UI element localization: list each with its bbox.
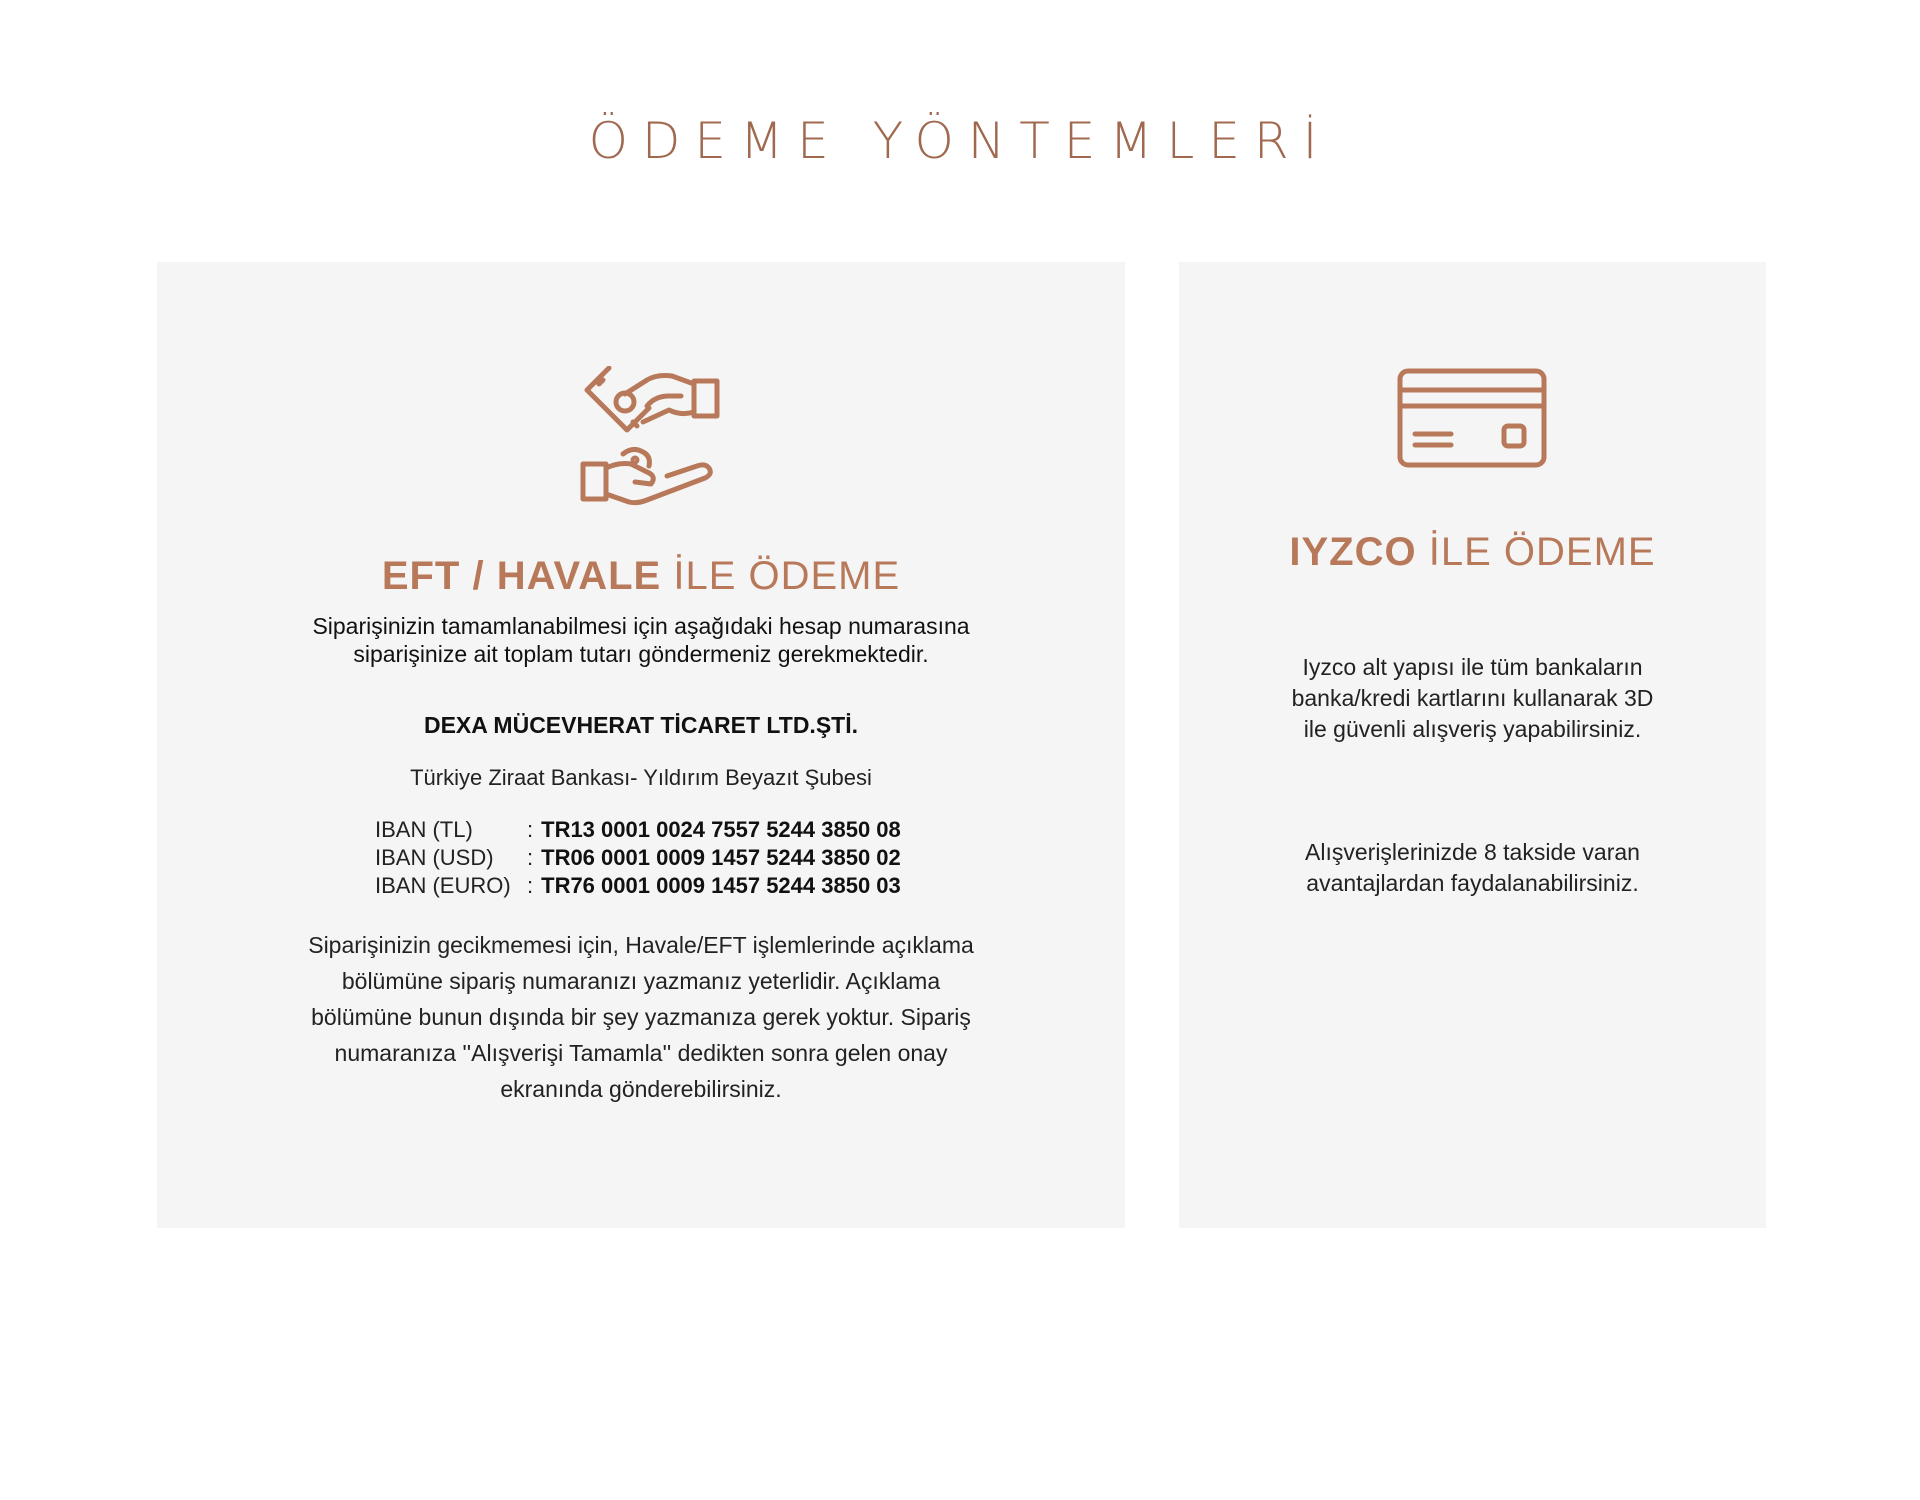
- iban-label: IBAN (TL): [375, 817, 473, 842]
- page-title: ÖDEME YÖNTEMLERİ: [588, 112, 1332, 170]
- iban-value[interactable]: TR06 0001 0009 1457 5244 3850 02: [541, 845, 901, 870]
- eft-heading-light: İLE ÖDEME: [673, 554, 901, 598]
- iban-row-tl: [375, 816, 901, 844]
- eft-intro-text: Siparişinizin tamamlanabilmesi için aşağıdaki hesap numarasına siparişinize ait toplam tutarı göndermeniz gerekmektedir.: [312, 613, 970, 667]
- iyzco-text-1: Iyzco alt yapısı ile tüm bankaların banka/kredi kartlarını kullanarak 3D ile güvenli alışveriş yapabilirsiniz.: [1291, 654, 1654, 742]
- iyzco-heading: [1179, 530, 1766, 575]
- company-name: DEXA MÜCEVHERAT TİCARET LTD.ŞTİ.: [423, 712, 858, 738]
- bank-name: Türkiye Ziraat Bankası- Yıldırım Beyazıt Şubesi: [410, 765, 872, 790]
- iban-row-euro: [375, 872, 901, 900]
- iyzco-heading-light: İLE ÖDEME: [1428, 530, 1656, 574]
- iyzco-heading-strong: IYZCO: [1289, 530, 1417, 574]
- iban-list: [375, 816, 901, 900]
- iban-label: IBAN (USD): [375, 845, 494, 870]
- credit-card-icon: [1397, 368, 1547, 468]
- iban-value[interactable]: TR13 0001 0024 7557 5244 3850 08: [541, 817, 901, 842]
- iban-label: IBAN (EURO): [375, 873, 511, 898]
- iban-row-usd: [375, 844, 901, 872]
- eft-payment-card: [157, 262, 1125, 1228]
- iyzco-payment-card: [1179, 262, 1766, 1228]
- iyzco-text-2: Alışverişlerinizde 8 takside varan avantajlardan faydalanabilirsiniz.: [1305, 839, 1640, 896]
- hand-money-icon: [577, 366, 727, 516]
- iban-separator: :: [527, 845, 534, 870]
- eft-note-text: Siparişinizin gecikmemesi için, Havale/EFT işlemlerinde açıklama bölümüne sipariş numaranızı yazmanız yeterlidir. Açıklama bölümüne bunun dışında bir şey yazmanıza gerek yoktur. Sipariş numaranıza ''Alışverişi Tamamla'' dedikten sonra gelen onay ekranında gönderebilirsiniz.: [308, 932, 974, 1102]
- iban-value[interactable]: TR76 0001 0009 1457 5244 3850 03: [541, 873, 901, 898]
- iban-separator: :: [527, 817, 534, 842]
- iban-separator: :: [527, 873, 534, 898]
- eft-heading: [157, 554, 1125, 599]
- eft-heading-strong: EFT / HAVALE: [381, 554, 662, 598]
